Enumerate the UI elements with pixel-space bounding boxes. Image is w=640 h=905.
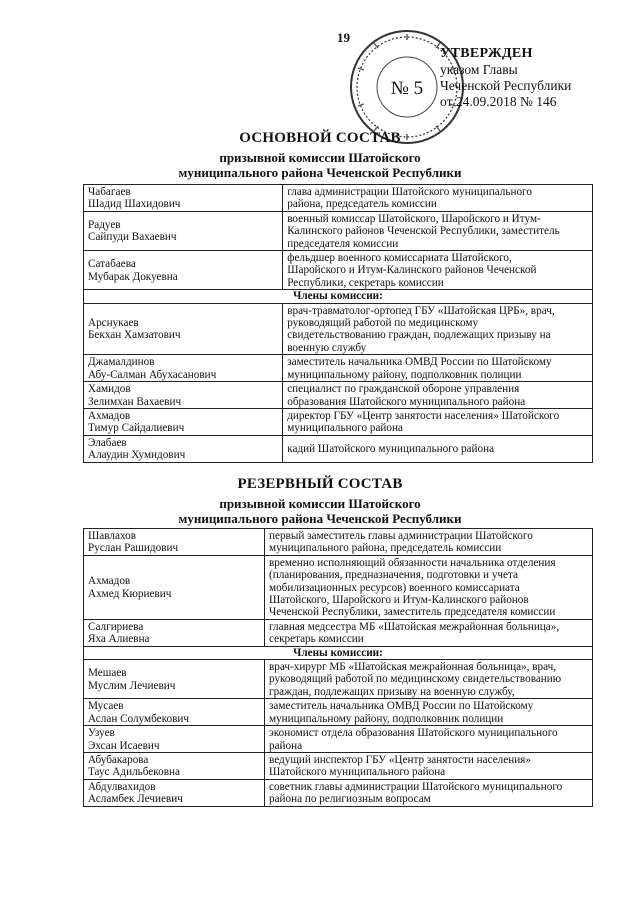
member-role: главная медсестра МБ «Шатойская межрайонная больница», секретарь комиссии bbox=[265, 619, 593, 646]
member-name: Элабаев Алаудин Хумидович bbox=[84, 435, 283, 462]
member-name: Мусаев Аслан Солумбекович bbox=[84, 699, 265, 726]
member-role: советник главы администрации Шатойского муниципального района по религиозным вопросам bbox=[265, 779, 593, 806]
member-role: глава администрации Шатойского муниципального района, председатель комиссии bbox=[283, 185, 593, 212]
section-row bbox=[84, 646, 593, 659]
member-name: Радуев Сайпуди Вахаевич bbox=[84, 211, 283, 250]
member-role: специалист по гражданской обороне управления образования Шатойского муниципального района bbox=[283, 382, 593, 409]
member-name: Сатабаева Мубарак Докуевна bbox=[84, 251, 283, 290]
member-role: заместитель начальника ОМВД России по Шатойскому муниципальному району, подполковник полиции bbox=[265, 699, 593, 726]
approval-line-1: указом Главы bbox=[440, 62, 518, 77]
member-name: Арснукаев Бекхан Хамзатович bbox=[84, 303, 283, 355]
main-roster-title: ОСНОВНОЙ СОСТАВ bbox=[239, 130, 401, 146]
table-row bbox=[84, 355, 593, 382]
members-label: Члены комиссии: bbox=[84, 646, 593, 659]
table-row bbox=[84, 211, 593, 250]
table-row bbox=[84, 251, 593, 290]
section-row bbox=[84, 290, 593, 303]
member-role: врач-травматолог-ортопед ГБУ «Шатойская ЦРБ», врач, руководящий работой по медицинскому свидетельствованию граждан, подлежащих призыву на военную службу bbox=[283, 303, 593, 355]
reserve-roster-title: РЕЗЕРВНЫЙ СОСТАВ bbox=[237, 476, 403, 492]
table-row bbox=[84, 619, 593, 646]
main-roster-subtitle-1: призывной комиссии Шатойского bbox=[219, 150, 421, 165]
main-roster-subtitle-2: муниципального района Чеченской Республики bbox=[178, 165, 462, 180]
reserve-roster-subtitle-1: призывной комиссии Шатойского bbox=[219, 496, 421, 511]
member-name: Абдулвахидов Асламбек Лечиевич bbox=[84, 779, 265, 806]
member-name: Ахмадов Тимур Сайдалиевич bbox=[84, 408, 283, 435]
approval-title: УТВЕРЖДЕН bbox=[440, 46, 533, 61]
member-role: врач-хирург МБ «Шатойская межрайонная больница», врач, руководящий работой по медицинскому свидетельствованию граждан, подлежащих призыву на военную службу, bbox=[265, 660, 593, 699]
member-name: Хамидов Зелимхан Вахаевич bbox=[84, 382, 283, 409]
member-role: военный комиссар Шатойского, Шаройского и Итум- Калинского районов Чеченской Республики, заместитель председателя комиссии bbox=[283, 211, 593, 250]
table-row bbox=[84, 726, 593, 753]
member-role: кадий Шатойского муниципального района bbox=[283, 435, 593, 462]
member-name: Узуев Эхсан Исаевич bbox=[84, 726, 265, 753]
approval-block bbox=[440, 46, 630, 110]
member-name: Ахмадов Ахмед Кюриевич bbox=[84, 555, 265, 619]
member-role: заместитель начальника ОМВД России по Шатойскому муниципальному району, подполковник полиции bbox=[283, 355, 593, 382]
approval-line-2: Чеченской Республики bbox=[440, 78, 572, 93]
member-name: Джамалдинов Абу-Салман Абухасанович bbox=[84, 355, 283, 382]
approval-line-3: от 24.09.2018 № 146 bbox=[440, 94, 557, 109]
member-name: Шавлахов Руслан Рашидович bbox=[84, 529, 265, 556]
members-label: Члены комиссии: bbox=[84, 290, 593, 303]
table-row bbox=[84, 555, 593, 619]
member-role: экономист отдела образования Шатойского муниципального района bbox=[265, 726, 593, 753]
reserve-roster-subtitle-2: муниципального района Чеченской Республики bbox=[178, 511, 462, 526]
main-roster-table bbox=[83, 184, 593, 463]
table-row bbox=[84, 529, 593, 556]
stamp-number: № 5 bbox=[390, 78, 424, 99]
member-role: ведущий инспектор ГБУ «Центр занятости населения» Шатойского муниципального района bbox=[265, 752, 593, 779]
table-row bbox=[84, 779, 593, 806]
table-row bbox=[84, 660, 593, 699]
member-name: Абубакарова Таус Адильбековна bbox=[84, 752, 265, 779]
member-role: фельдшер военного комиссариата Шатойского, Шаройского и Итум-Калинского районов Чеченской Республики, секретарь комиссии bbox=[283, 251, 593, 290]
table-row bbox=[84, 435, 593, 462]
member-role: временно исполняющий обязанности начальника отделения (планирования, предназначения, подготовки и учета мобилизационных ресурсов) военного комиссариата Шатойского, Шаройского и Итум-Калинского районов Чеченской Республики, заместитель председателя комиссии bbox=[265, 555, 593, 619]
page-number: 19 bbox=[337, 30, 350, 45]
reserve-roster-table bbox=[83, 528, 593, 807]
member-role: директор ГБУ «Центр занятости населения» Шатойского муниципального района bbox=[283, 408, 593, 435]
table-row bbox=[84, 185, 593, 212]
table-row bbox=[84, 382, 593, 409]
member-name: Чабагаев Шадид Шахидович bbox=[84, 185, 283, 212]
table-row bbox=[84, 303, 593, 355]
table-row bbox=[84, 408, 593, 435]
member-name: Мешаев Муслим Лечиевич bbox=[84, 660, 265, 699]
member-role: первый заместитель главы администрации Шатойского муниципального района, председатель комиссии bbox=[265, 529, 593, 556]
table-row bbox=[84, 752, 593, 779]
table-row bbox=[84, 699, 593, 726]
member-name: Салгириева Яха Алиевна bbox=[84, 619, 265, 646]
